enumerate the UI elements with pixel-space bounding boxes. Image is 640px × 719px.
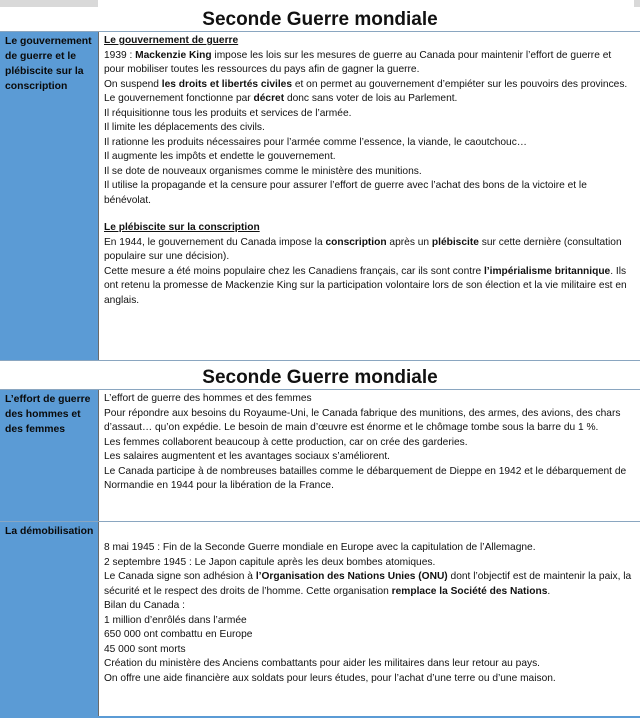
- paragraph: Pour répondre aux besoins du Royaume-Uni, le Canada fabrique des munitions, des armes, des avions, des chars d’assaut… qu’on expédie. Le besoin de main d’œuvre est énorme et le chômage tombe sous la barre du 1 %.: [104, 407, 621, 433]
- paragraph: Cette mesure a été moins populaire chez les Canadiens français, car ils sont contre l’impérialisme britannique. Ils ont retenu la promesse de Mackenzie King sur la participation volontaire lors de son élection et la vie militaire est en anglais.: [104, 265, 627, 306]
- page-title: Seconde Guerre mondiale: [202, 9, 438, 30]
- list-item: 8 mai 1945 : Fin de la Seconde Guerre mondiale en Europe avec la capitulation de l’Allemagne.: [104, 542, 536, 553]
- list-item: 650 000 ont combattu en Europe: [104, 629, 253, 640]
- section-content-gouvernement: [98, 32, 638, 360]
- list-item: 2 septembre 1945 : Le Japon capitule après les deux bombes atomiques.: [104, 556, 436, 568]
- list-item: Il utilise la propagande et la censure pour assurer l’effort de guerre avec l’achat des bons de la victoire et le bénévolat.: [104, 180, 587, 206]
- list-item: 45 000 sont morts: [104, 643, 186, 655]
- heading-gouvernement: Le gouvernement de guerre: [104, 35, 239, 46]
- paragraph: En 1944, le gouvernement du Canada impose la conscription après un plébiscite sur cette dernière (consultation populaire sur une décision).: [104, 236, 622, 262]
- section-label-effort: L’effort de guerre des hommes et des femmes: [0, 390, 98, 521]
- heading-plebiscite: Le plébiscite sur la conscription: [104, 222, 260, 233]
- section-content-demobilisation: [98, 522, 638, 716]
- section-label-demobilisation: La démobilisation: [0, 522, 98, 716]
- list-item: On offre une aide financière aux soldats pour leurs études, pour l’achat d’une terre ou d’une maison.: [104, 672, 556, 684]
- list-item: 1 million d’enrôlés dans l’armée: [104, 614, 247, 626]
- divider: [0, 360, 640, 361]
- section-label-gouvernement: Le gouvernement de guerre et le plébiscite sur la conscription: [0, 32, 98, 360]
- list-item: Il réquisitionne tous les produits et services de l’armée.: [104, 107, 352, 119]
- paragraph: 1939 : Mackenzie King impose les lois sur les mesures de guerre au Canada pour maintenir l’effort de guerre et pour mobiliser toutes les ressources du pays afin de gagner la guerre.: [104, 49, 612, 75]
- section-content-effort: [98, 390, 638, 521]
- paragraph: Le Canada participe à de nombreuses batailles comme le débarquement de Dieppe en 1942 et le débarquement de Normandie en 1944 pour la libération de la France.: [104, 465, 627, 491]
- paragraph: L’effort de guerre des hommes et des femmes: [104, 393, 312, 404]
- paragraph: Les femmes collaborent beaucoup à cette production, car on crée des garderies.: [104, 436, 468, 448]
- paragraph: Le Canada signe son adhésion à l’Organisation des Nations Unies (ONU) dont l’objectif est de maintenir la paix, la sécurité et le respect des droits de l’homme. Cette organisation remplace la Société des Nations.: [104, 571, 632, 597]
- list-item: Bilan du Canada :: [104, 600, 185, 611]
- list-item: Il augmente les impôts et endette le gouvernement.: [104, 151, 336, 162]
- list-item: Il limite les déplacements des civils.: [104, 122, 265, 133]
- bottom-border: [0, 716, 640, 718]
- page-title-2: Seconde Guerre mondiale: [202, 367, 438, 388]
- list-item: Il se dote de nouveaux organismes comme le ministère des munitions.: [104, 165, 422, 177]
- list-item: Il rationne les produits nécessaires pour l’armée comme l’essence, la viande, le caoutchouc…: [104, 136, 527, 148]
- paragraph: On suspend les droits et libertés civiles et on permet au gouvernement d’empiéter sur les pouvoirs des provinces. Le gouvernement fonctionne par décret donc sans voter de lois au Parlement.: [104, 78, 628, 104]
- paragraph: Les salaires augmentent et les avantages sociaux s’améliorent.: [104, 451, 390, 462]
- top-border: [0, 0, 640, 7]
- list-item: Création du ministère des Anciens combattants pour aider les militaires dans leur retour au pays.: [104, 658, 541, 669]
